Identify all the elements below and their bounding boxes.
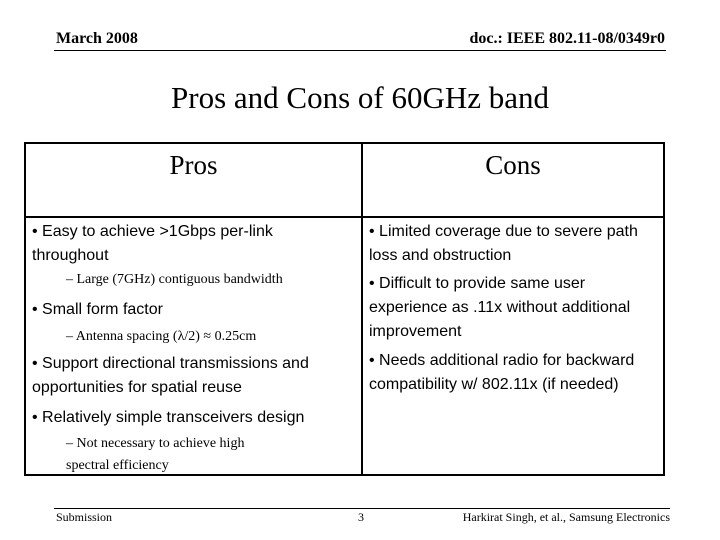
pros-heading: Pros (169, 150, 218, 180)
pros-line-2: throughout (32, 247, 109, 264)
table-header-divider (26, 216, 663, 218)
pros-line-4: • Support directional transmissions and (32, 355, 309, 372)
pros-cons-table (24, 142, 665, 476)
cons-line-4: experience as .11x without additional (369, 299, 631, 316)
slide-title: Pros and Cons of 60GHz band (171, 80, 549, 115)
cons-line-6: • Needs additional radio for backward (369, 352, 635, 369)
header-date: March 2008 (56, 30, 138, 47)
pros-subline-1: – Large (7GHz) contiguous bandwidth (66, 272, 283, 287)
pros-line-1: • Easy to achieve >1Gbps per-link (32, 223, 273, 240)
header-divider (54, 50, 666, 51)
cons-heading: Cons (485, 150, 541, 180)
cons-line-3: • Difficult to provide same user (369, 275, 586, 292)
cons-line-7: compatibility w/ 802.11x (if needed) (369, 376, 619, 393)
cons-line-5: improvement (369, 323, 462, 340)
cons-line-1: • Limited coverage due to severe path (369, 223, 638, 240)
cons-line-2: loss and obstruction (369, 247, 512, 264)
pros-subline-3: – Not necessary to achieve high (66, 436, 245, 451)
footer-author: Harkirat Singh, et al., Samsung Electronics (462, 510, 670, 524)
header-doc-id: doc.: IEEE 802.11-08/0349r0 (469, 30, 665, 47)
pros-line-3: • Small form factor (32, 301, 163, 318)
footer-page-number: 3 (358, 510, 364, 524)
pros-line-6: • Relatively simple transceivers design (32, 409, 305, 426)
footer-submission: Submission (56, 510, 113, 524)
table-column-divider (361, 144, 363, 474)
pros-subline-2: – Antenna spacing (λ/2) ≈ 0.25cm (66, 329, 257, 344)
footer-divider (54, 508, 670, 509)
pros-line-5: opportunities for spatial reuse (32, 379, 242, 396)
pros-subline-4: spectral efficiency (66, 458, 169, 473)
